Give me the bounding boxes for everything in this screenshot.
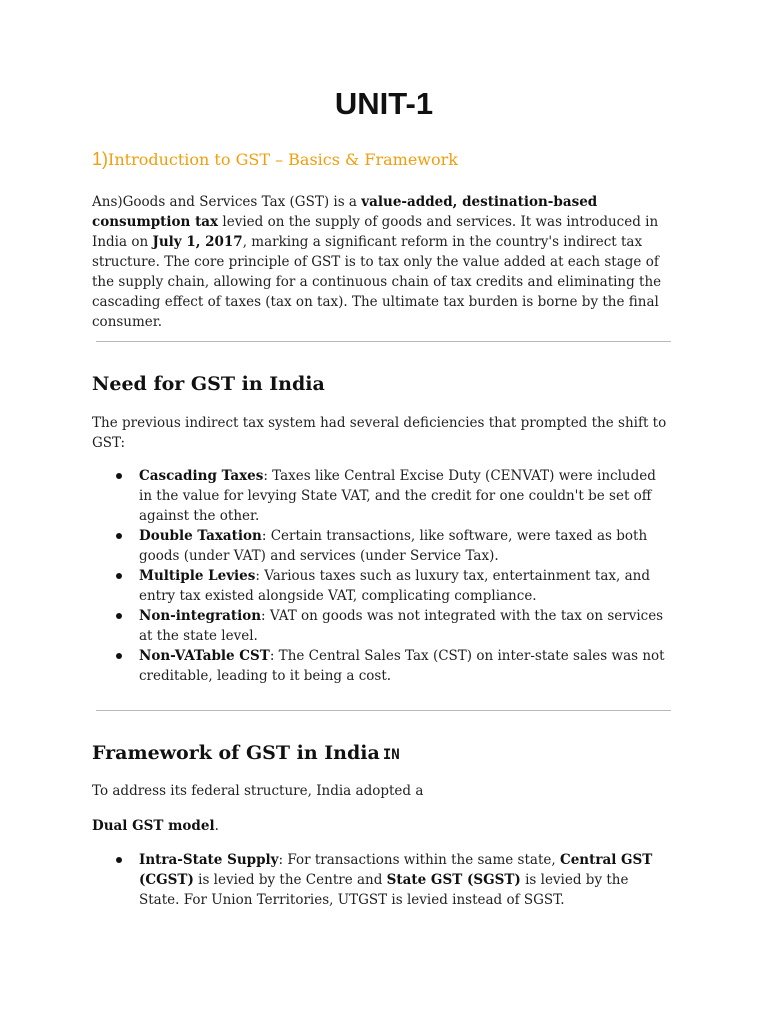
framework-heading-text: Framework of GST in India [92, 742, 380, 764]
bullet-icon [116, 573, 122, 579]
framework-heading-tag: IN [382, 747, 400, 763]
list-item-text: is levied by the Centre and [193, 872, 387, 888]
intro-text-1: Ans)Goods and Services Tax (GST) is a [92, 194, 362, 210]
bullet-icon [116, 857, 122, 863]
intro-text-2: levied on the supply of goods and services. It was introduced in India on [92, 214, 659, 250]
dual-gst-model-term: Dual GST model [92, 818, 215, 834]
heading-framework-of-gst [92, 740, 400, 768]
intro-paragraph [92, 192, 678, 332]
list-item-bold-cgst: Central GST (CGST) [139, 852, 653, 888]
list-item-term: Double Taxation [139, 528, 262, 544]
intro-text-3: , marking a significant reform in the country's indirect tax structure. The core principle of GST is to tax only the value added at each stage of the supply chain, allowing for a continuous chain of tax credits and eliminating the cascading effect of taxes (tax on tax). The ultimate tax burden is borne by the final consumer. [92, 234, 662, 330]
framework-bullet-list [112, 850, 672, 910]
divider-2 [96, 710, 671, 711]
list-item [112, 850, 672, 910]
list-item [112, 646, 672, 686]
heading-need-for-gst: Need for GST in India [92, 373, 325, 395]
list-item [112, 566, 672, 606]
list-item-text: : For transactions within the same state, [278, 852, 560, 868]
list-item [112, 526, 672, 566]
list-item-text: is levied by the State. For Union Territories, UTGST is levied instead of SGST. [139, 872, 629, 908]
list-item-term: Intra-State Supply [139, 852, 279, 868]
intro-bold-definition: value-added, destination-based consumption tax [92, 194, 598, 230]
list-item [112, 606, 672, 646]
bullet-icon [116, 653, 122, 659]
list-item-term: Cascading Taxes [139, 468, 264, 484]
list-item-text: : Certain transactions, like software, were taxed as both goods (under VAT) and services (under Service Tax). [139, 528, 648, 564]
list-item-text: : VAT on goods was not integrated with the tax on services at the state level. [139, 608, 664, 644]
need-bullet-list [112, 466, 672, 686]
dual-gst-model-line [92, 816, 678, 836]
bullet-icon [116, 613, 122, 619]
section-number: 1) [92, 149, 109, 169]
framework-lead-paragraph: To address its federal structure, India adopted a [92, 783, 424, 799]
list-item-bold-sgst: State GST (SGST) [386, 872, 521, 888]
divider-1 [96, 341, 671, 342]
dual-gst-model-period: . [214, 818, 219, 834]
intro-bold-date: July 1, 2017 [152, 234, 243, 250]
section-heading-text: Introduction to GST – Basics & Framework [108, 150, 458, 169]
list-item-term: Non-VATable CST [139, 648, 270, 664]
bullet-icon [116, 473, 122, 479]
list-item-text: : Various taxes such as luxury tax, entertainment tax, and entry tax existed alongside VAT, complicating compliance. [139, 568, 650, 604]
section-heading-introduction [92, 148, 458, 171]
bullet-icon [116, 533, 122, 539]
list-item-text: : Taxes like Central Excise Duty (CENVAT) were included in the value for levying State VAT, and the credit for one couldn't be set off against the other. [139, 468, 656, 524]
list-item-term: Multiple Levies [139, 568, 256, 584]
list-item-term: Non-integration [139, 608, 262, 624]
need-lead-paragraph: The previous indirect tax system had several deficiencies that prompted the shift to GST: [92, 415, 667, 451]
list-item [112, 466, 672, 526]
document-title: UNIT-1 [334, 86, 434, 121]
list-item-text: : The Central Sales Tax (CST) on inter-state sales was not creditable, leading to it being a cost. [139, 648, 665, 684]
